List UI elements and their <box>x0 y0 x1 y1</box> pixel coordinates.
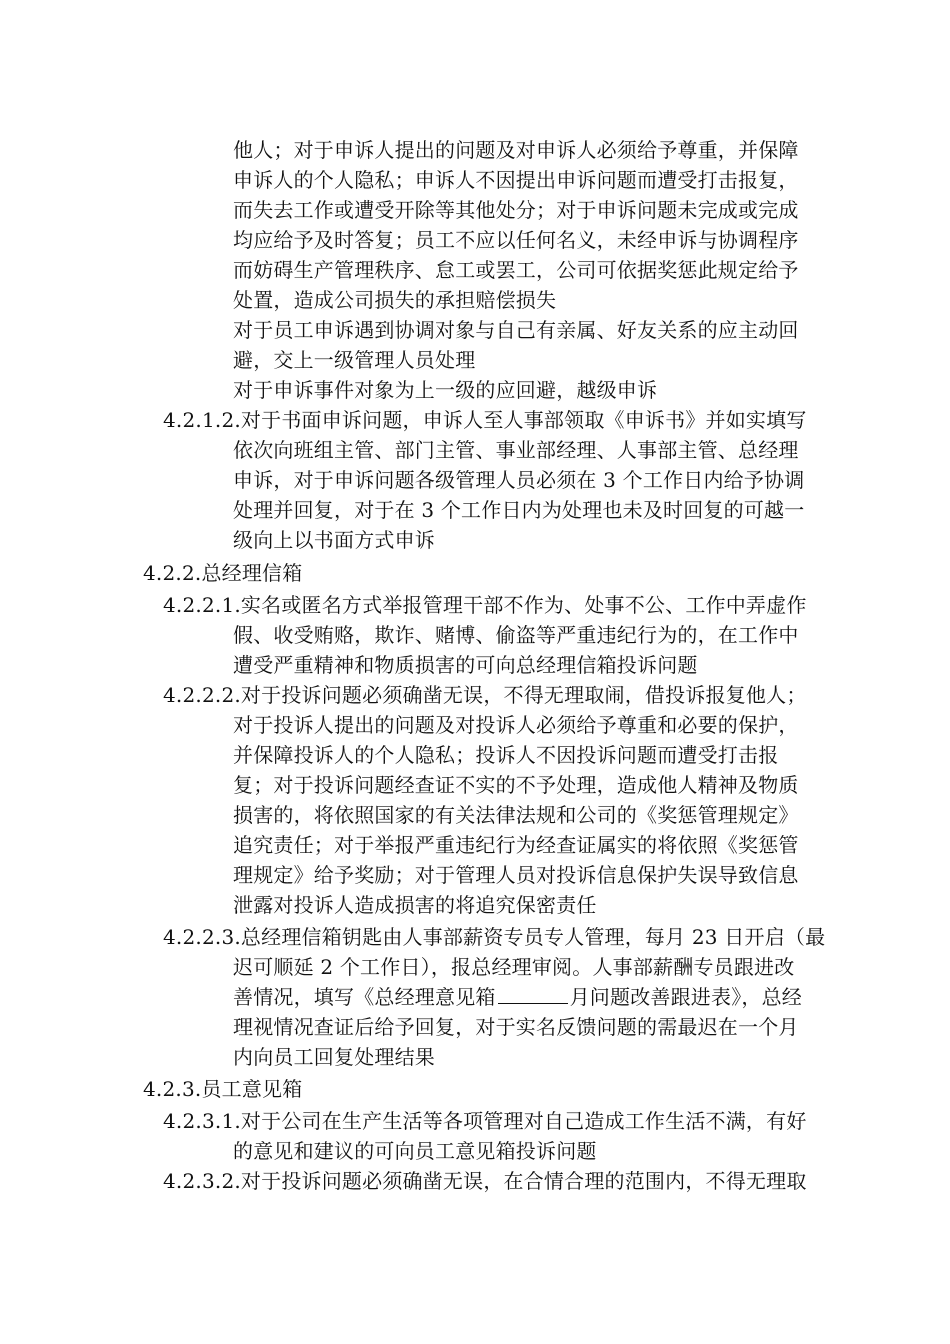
paragraph-line: 追究责任；对于举报严重违纪行为经查证属实的将依照《奖惩管 <box>233 833 799 857</box>
paragraph-line: 申诉，对于申诉问题各级管理人员必须在 3 个工作日内给予协调 <box>233 468 805 492</box>
paragraph-line: 而失去工作或遭受开除等其他处分；对于申诉问题未完成或完成 <box>233 198 799 222</box>
month-blank-underline <box>498 983 568 1004</box>
paragraph-line: 处置，造成公司损失的承担赔偿损失 <box>233 288 557 312</box>
paragraph-line-with-blank <box>233 982 802 1012</box>
section-4-2-1-2-heading: 4.2.1.2.对于书面申诉问题，申诉人至人事部领取《申诉书》并如实填写 <box>163 408 807 432</box>
text-after-blank: 月问题改善跟进表》，总经 <box>569 985 803 1009</box>
paragraph-line: 损害的，将依照国家的有关法律法规和公司的《奖惩管理规定》 <box>233 803 799 827</box>
section-4-2-3-1-heading: 4.2.3.1.对于公司在生产生活等各项管理对自己造成工作生活不满，有好 <box>163 1109 807 1133</box>
paragraph-line: 并保障投诉人的个人隐私；投诉人不因投诉问题而遭受打击报 <box>233 743 779 767</box>
section-4-2-2-3-heading: 4.2.2.3.总经理信箱钥匙由人事部薪资专员专人管理，每月 23 日开启（最 <box>163 925 826 949</box>
paragraph-line: 的意见和建议的可向员工意见箱投诉问题 <box>233 1139 597 1163</box>
paragraph-line: 假、收受贿赂，欺诈、赌博、偷盗等严重违纪行为的，在工作中 <box>233 623 799 647</box>
paragraph-line: 对于投诉人提出的问题及对投诉人必须给予尊重和必要的保护， <box>233 713 799 737</box>
paragraph-line: 他人；对于申诉人提出的问题及对申诉人必须给予尊重，并保障 <box>233 138 799 162</box>
paragraph-line: 泄露对投诉人造成损害的将追究保密责任 <box>233 893 597 917</box>
paragraph-line: 级向上以书面方式申诉 <box>233 528 435 552</box>
section-4-2-2-1-heading: 4.2.2.1.实名或匿名方式举报管理干部不作为、处事不公、工作中弄虚作 <box>163 593 807 617</box>
paragraph-line: 申诉人的个人隐私；申诉人不因提出申诉问题而遭受打击报复， <box>233 168 799 192</box>
section-4-2-2-heading: 4.2.2.总经理信箱 <box>143 561 303 585</box>
section-4-2-3-2-heading: 4.2.3.2.对于投诉问题必须确凿无误，在合情合理的范围内，不得无理取 <box>163 1169 807 1193</box>
paragraph-line: 对于员工申诉遇到协调对象与自己有亲属、好友关系的应主动回 <box>233 318 799 342</box>
section-4-2-3-heading: 4.2.3.员工意见箱 <box>143 1077 303 1101</box>
paragraph-line: 理视情况查证后给予回复，对于实名反馈问题的需最迟在一个月 <box>233 1015 799 1039</box>
paragraph-line: 均应给予及时答复；员工不应以任何名义，未经申诉与协调程序 <box>233 228 799 252</box>
paragraph-line: 避，交上一级管理人员处理 <box>233 348 476 372</box>
section-4-2-2-2-heading: 4.2.2.2.对于投诉问题必须确凿无误，不得无理取闹，借投诉报复他人； <box>163 683 807 707</box>
text-before-blank: 善情况，填写《总经理意见箱 <box>233 985 496 1009</box>
paragraph-line: 依次向班组主管、部门主管、事业部经理、人事部主管、总经理 <box>233 438 799 462</box>
paragraph-line: 迟可顺延 2 个工作日），报总经理审阅。人事部薪酬专员跟进改 <box>233 955 795 979</box>
paragraph-line: 而妨碍生产管理秩序、怠工或罢工，公司可依据奖惩此规定给予 <box>233 258 799 282</box>
paragraph-line: 内向员工回复处理结果 <box>233 1045 435 1069</box>
paragraph-line: 处理并回复，对于在 3 个工作日内为处理也未及时回复的可越一 <box>233 498 805 522</box>
paragraph-line: 理规定》给予奖励；对于管理人员对投诉信息保护失误导致信息 <box>233 863 799 887</box>
paragraph-line: 对于申诉事件对象为上一级的应回避，越级申诉 <box>233 378 658 402</box>
paragraph-line: 复；对于投诉问题经查证不实的不予处理，造成他人精神及物质 <box>233 773 799 797</box>
paragraph-line: 遭受严重精神和物质损害的可向总经理信箱投诉问题 <box>233 653 698 677</box>
